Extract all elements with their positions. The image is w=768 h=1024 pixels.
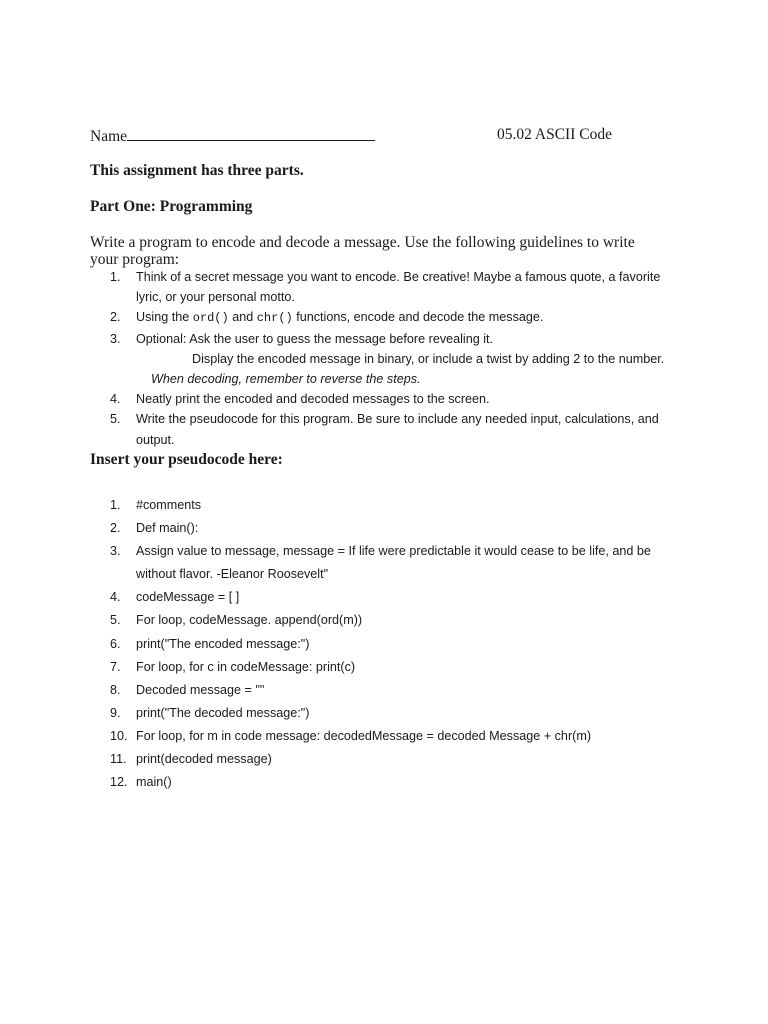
list-number: 3.: [110, 544, 121, 559]
list-text: #comments: [136, 498, 202, 512]
course-title: 05.02 ASCII Code: [497, 126, 612, 143]
list-number: 8.: [110, 682, 121, 697]
list-number: 10.: [110, 728, 128, 743]
list-text: codeMessage = [ ]: [136, 590, 240, 605]
list-item: [90, 409, 680, 449]
pseudocode-list: [90, 494, 680, 794]
code-ord: ord(): [192, 311, 229, 326]
list-text: Neatly print the encoded and decoded messages to the screen.: [136, 392, 490, 407]
list-text: Write the pseudocode for this program. Be sure to include any needed input, calculations, and output.: [136, 412, 659, 447]
intro-line: This assignment has three parts.: [90, 162, 304, 179]
list-item: [90, 540, 680, 586]
guidelines-list: [90, 267, 680, 450]
list-text: For loop, for m in code message: decodedMessage = decoded Message + chr(m): [136, 728, 592, 743]
list-text: print("The decoded message:"): [136, 705, 310, 720]
list-text: Think of a secret message you want to encode. Be creative! Maybe a famous quote, a favorite lyric, or your personal motto.: [136, 270, 661, 305]
list-item: [90, 307, 680, 328]
list-text: Def main():: [136, 521, 199, 536]
list-item: [90, 725, 680, 748]
list-number: 5.: [110, 613, 121, 628]
name-field: [90, 126, 375, 146]
list-number: 1.: [110, 270, 121, 284]
list-item: [90, 329, 680, 349]
list-text-mid: and: [228, 310, 257, 325]
pseudocode-heading: Insert your pseudocode here:: [90, 451, 283, 468]
list-text: print("The encoded message:"): [136, 636, 310, 651]
list-item: [90, 267, 680, 307]
list-item: [90, 702, 680, 725]
list-item: [90, 679, 680, 702]
part-one-heading: Part One: Programming: [90, 198, 253, 215]
list-item: [90, 771, 680, 794]
list-item: [90, 633, 680, 656]
list-number: 6.: [110, 636, 121, 651]
list-number: 9.: [110, 705, 121, 720]
list-item: [90, 748, 680, 771]
instructions-paragraph: Write a program to encode and decode a message. Use the following guidelines to write your program:: [90, 234, 635, 268]
list-number: 5.: [110, 412, 121, 427]
list-item: [90, 389, 680, 409]
list-subitem: Display the encoded message in binary, or include a twist by adding 2 to the number.: [192, 351, 665, 366]
name-blank-line[interactable]: [127, 126, 375, 141]
list-text: Optional: Ask the user to guess the message before revealing it.: [136, 331, 494, 346]
list-item: [90, 494, 680, 517]
list-item: [90, 517, 680, 540]
code-chr: chr(): [256, 311, 293, 326]
list-text: main(): [136, 775, 172, 790]
list-number: 2.: [110, 310, 121, 325]
list-text-pre: Using the: [136, 310, 193, 325]
list-item: [90, 586, 680, 609]
list-text: For loop, codeMessage. append(ord(m)): [136, 613, 363, 628]
name-label: Name: [90, 128, 128, 145]
list-number: 1.: [110, 498, 121, 512]
list-text: print(decoded message): [136, 752, 272, 767]
list-number: 3.: [110, 331, 121, 346]
list-text: For loop, for c in codeMessage: print(c): [136, 659, 356, 674]
list-item: [90, 656, 680, 679]
list-number: 4.: [110, 590, 121, 605]
list-text: Decoded message = "": [136, 682, 265, 697]
list-number: 7.: [110, 659, 121, 674]
list-item: [90, 609, 680, 632]
list-number: 4.: [110, 392, 121, 407]
list-text-post: functions, encode and decode the message.: [292, 310, 544, 325]
list-number: 12.: [110, 775, 128, 790]
list-number: 11.: [110, 752, 127, 767]
list-note: When decoding, remember to reverse the steps.: [151, 372, 421, 387]
list-number: 2.: [110, 521, 121, 536]
list-text: Assign value to message, message = If life were predictable it would cease to be life, and be without flavor. -Eleanor Roosevelt": [136, 544, 651, 582]
